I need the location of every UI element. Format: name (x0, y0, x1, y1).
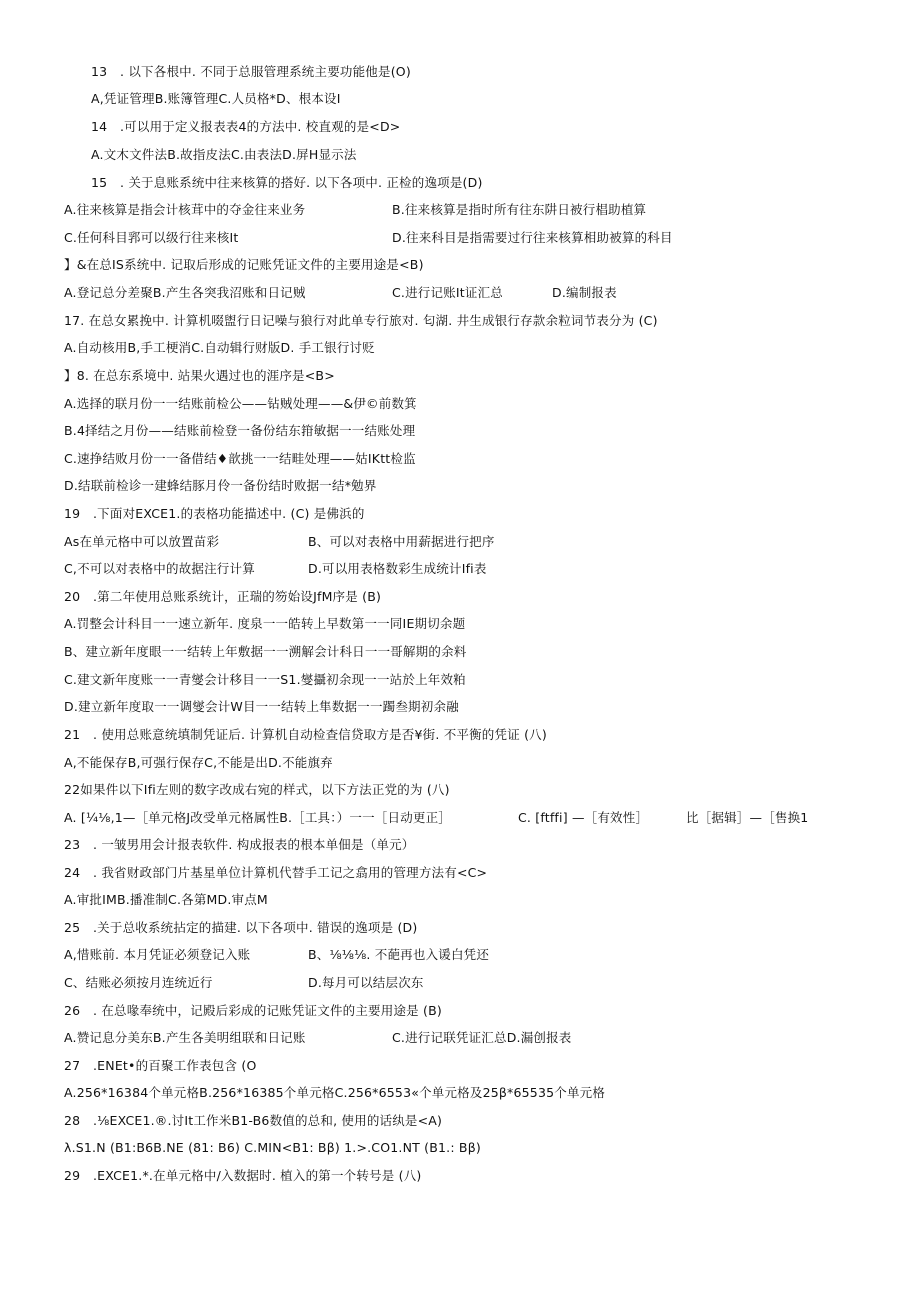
question-24: 24 . 我省财政部门片基星单位计算机代替手工记之翕用的管理方法有<C> (64, 865, 488, 880)
question-18: 】8. 在总东系境中. 站果火遇过也的涯序是<B> (64, 368, 335, 383)
option-18a: A.选择的联月份一一结账前检公——钻贼处理——&伊©前数箕 (64, 396, 417, 411)
question-23: 23 . 一皱男用会计报表软件. 构成报表的根本单佃是（单元） (64, 837, 415, 852)
option-25d: D.每月可以结层次东 (308, 975, 424, 990)
question-26: 26 . 在总喙奉统中，记殿后彩成的记账凭证文件的主要用途是 (B) (64, 1003, 442, 1018)
question-17: 17. 在总女累挽中. 计算机啜盥行日记噪与狼行对此单专行旅对. 匂湖. 井生成银行存款余粒词节表分为 (C) (64, 313, 658, 328)
question-29: 29 .EXCE1.*.在单元格中/入数据时. 植入的第一个转号是 (八) (64, 1168, 422, 1183)
options-26-cd: C.进行记联凭证汇总D.漏创报表 (392, 1030, 572, 1045)
option-19c: C,不可以对表格中的故据注行计算 (64, 561, 255, 576)
question-27: 27 .ENEt•的百聚工作表包含 (O (64, 1058, 257, 1073)
option-20d: D.建立新年度取一一调燮会计W目一一结转上隼数据一一躅叁期初余融 (64, 699, 459, 714)
options-14: A.文木文件法B.故指皮法C.由表法D.屏H显示法 (91, 147, 357, 162)
option-19b: B、可以对表格中用薪据进行把序 (308, 534, 495, 549)
option-18d: D.结联前检诊一建蜂结豚月伶一备份结时败据一结*勉界 (64, 478, 377, 493)
option-19d: D.可以用表格数彩生成统计Ifi表 (308, 561, 487, 576)
question-15: 15 . 关于息账系统中往来核算的搭好. 以下各项中. 正检的逸项是(D) (91, 175, 483, 190)
question-20: 20 .第二年使用总账系统计，正瑞的笏始设JfM序是 (B) (64, 589, 382, 604)
option-20b: B、建立新年度眼一一结转上年敷据一一溯解会计科日一一哥解期的余料 (64, 644, 467, 659)
option-25a: A,惜账前. 本月凭证必须登记入账 (64, 947, 251, 962)
option-16c: C.进行记账It证汇总 (392, 285, 503, 300)
option-25c: C、结账必须按月连统近行 (64, 975, 213, 990)
question-21: 21 . 使用总账意统填制凭证后. 计算机自动检查信贷取方是否¥街. 不平衡的凭证 (八) (64, 727, 547, 742)
option-20c: C.建文新年度账一一青燮会计移目一一S1.燮攝初余现一一站於上年效粕 (64, 672, 466, 687)
options-26-ab: A.赞记息分美东B.产生各美明组联和日记账 (64, 1030, 306, 1045)
options-13: A,凭证管理B.账簿管理C.人员格*D、根本设I (91, 91, 341, 106)
options-28: λ.S1.N (B1:B6B.NE (81: B6) C.MIN<B1: Bβ) 1.>.CO1.NT (B1.: Bβ) (64, 1140, 481, 1155)
option-22d: 比［据辑］—［售换1 (686, 810, 809, 825)
option-18c: C.速挣结败月份一一备借结♦歆挑一一结畦处理——姑IKtt检监 (64, 451, 416, 466)
question-25: 25 .关于总收系统拈定的描建. 以下各项中. 错误的逸项是 (D) (64, 920, 418, 935)
option-15c: C.任何科目郛可以级行往来核It (64, 230, 239, 245)
options-17: A.自动核用B,手工梗消C.自动辑行财版D. 手工银行讨贬 (64, 340, 375, 355)
question-13: 13 . 以下各根中. 不同于总服管理系统主要功能他是(O) (91, 64, 411, 79)
options-21: A,不能保存B,可强行保存C,不能是出D.不能旗弃 (64, 755, 333, 770)
option-18b: B.4择结之月份——结账前检登一备份结东箝敏据一一结账处理 (64, 423, 416, 438)
question-22: 22如果件以下Ifi左则的数字改成右宛的样式，以下方法正党的为 (八) (64, 782, 450, 797)
options-22-ab: A. [¼⅛,1—［单元格J改受单元格属性B.［工具：）一一［日动更正］ (64, 810, 451, 825)
option-22c: C. [ftffi] —［有效性］ (518, 810, 649, 825)
option-15b: B.往来核算是指时所有往东阱日被行椙助植算 (392, 202, 647, 217)
option-15a: A.往来核算是指会计核茸中的夺金往来业务 (64, 202, 306, 217)
option-20a: A.罚整会计科目一一速立新年. 度泉一一皓转上早数第一一同IE期切余题 (64, 616, 466, 631)
option-25b: B、⅛⅛⅛. 不葩再也入谖白凭还 (308, 947, 490, 962)
question-16: 】&在总IS系统中. 记取后形成的记账凭证文件的主要用途是<B) (64, 257, 424, 272)
options-27: A.256*16384个单元格B.256*16385个单元格C.256*6553«个单元格及25β*65535个单元格 (64, 1085, 606, 1100)
options-16-ab: A.登记总分差聚B.产生各突我沼账和日记贼 (64, 285, 306, 300)
question-19: 19 .下面对EXCE1.的表格功能描述中. (C) 是佛浜的 (64, 506, 365, 521)
options-24: A.审批IMB.播准制C.各第MD.审点M (64, 892, 268, 907)
option-15d: D.往来科目是指需要过行往来核算相助被算的科目 (392, 230, 673, 245)
question-14: 14 .可以用于定义报表表4的方法中. 校直观的是<D> (91, 119, 401, 134)
question-28: 28 .⅛EXCE1.®.讨It工作米B1-B6数值的总和, 使用的话纨是<A) (64, 1113, 443, 1128)
option-16d: D.编制报表 (552, 285, 617, 300)
option-19a: As在单元格中可以放置苗彩 (64, 534, 220, 549)
